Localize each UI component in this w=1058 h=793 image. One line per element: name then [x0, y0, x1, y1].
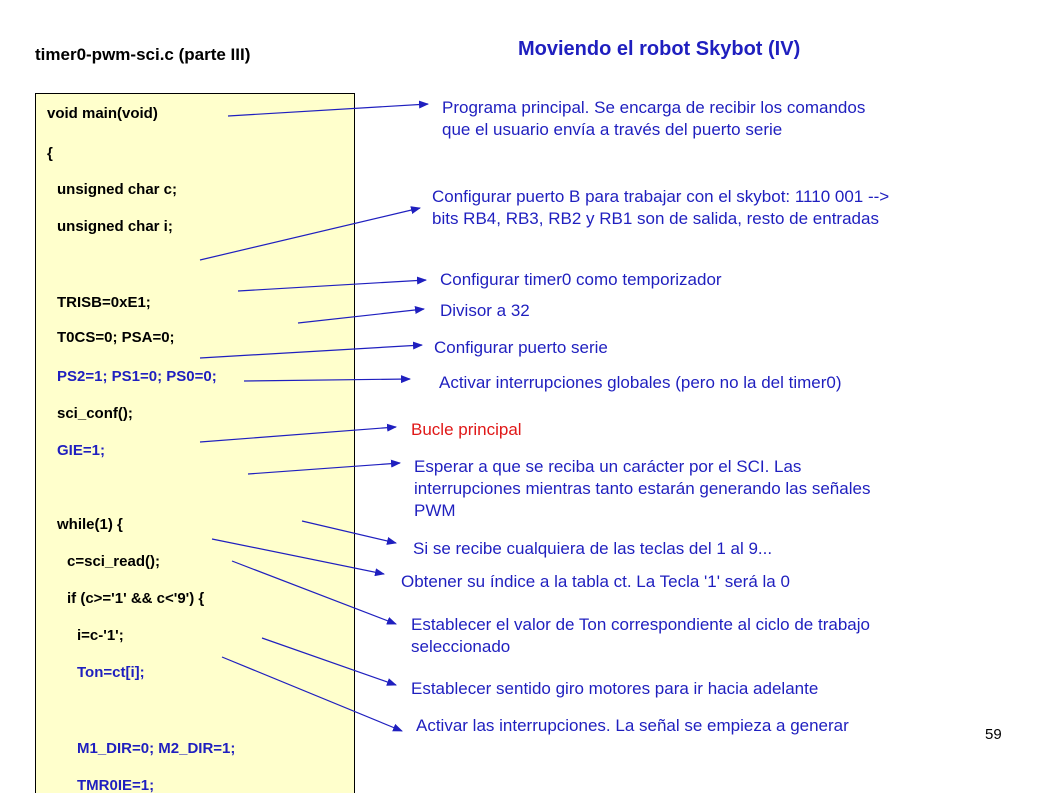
code-line: TMR0IE=1; — [77, 777, 155, 793]
page-number: 59 — [985, 726, 1002, 743]
arrow — [302, 521, 396, 543]
annotation-line: Activar las interrupciones. La señal se empieza a generar — [416, 716, 849, 735]
annotation-main-loop — [411, 419, 522, 441]
annotation-ton — [411, 614, 870, 658]
arrow — [244, 379, 410, 381]
code-line: unsigned char i; — [57, 218, 173, 235]
code-line: { — [47, 145, 53, 162]
code-line: sci_conf(); — [57, 405, 133, 422]
annotation-line: Establecer el valor de Ton correspondiente al ciclo de trabajo — [411, 615, 870, 634]
annotation-direction — [411, 678, 818, 700]
arrow — [248, 463, 400, 474]
annotation-keys — [413, 538, 772, 560]
code-line: T0CS=0; PSA=0; — [57, 329, 175, 346]
code-line: while(1) { — [57, 516, 123, 533]
code-line: M1_DIR=0; M2_DIR=1; — [77, 740, 236, 757]
code-line: PS2=1; PS1=0; PS0=0; — [57, 368, 217, 385]
annotation-line: Programa principal. Se encarga de recibir los comandos — [442, 98, 866, 117]
code-line: i=c-'1'; — [77, 627, 124, 644]
arrow — [200, 208, 420, 260]
annotation-line: que el usuario envía a través del puerto serie — [442, 120, 783, 139]
annotation-wait-char — [414, 456, 870, 522]
arrow — [222, 657, 402, 731]
annotation-line: bits RB4, RB3, RB2 y RB1 son de salida, resto de entradas — [432, 209, 879, 228]
annotation-line: Activar interrupciones globales (pero no la del timer0) — [439, 373, 842, 392]
annotation-global-interrupts — [439, 372, 842, 394]
annotation-main-program — [442, 97, 865, 141]
code-line: if (c>='1' && c<'9') { — [67, 590, 205, 607]
arrow — [212, 539, 384, 574]
arrow — [228, 104, 428, 116]
annotation-line: seleccionado — [411, 637, 511, 656]
annotation-serial-config — [434, 337, 608, 359]
code-line: Ton=ct[i]; — [77, 664, 145, 681]
annotation-line: Divisor a 32 — [440, 301, 530, 320]
arrow — [232, 561, 396, 624]
annotation-enable-interrupts — [416, 715, 849, 737]
code-line: TRISB=0xE1; — [57, 294, 151, 311]
annotation-line: PWM — [414, 501, 456, 520]
annotation-index — [401, 571, 790, 593]
code-line: GIE=1; — [57, 442, 105, 459]
code-line: void main(void) — [47, 105, 158, 122]
annotation-line: Configurar puerto serie — [434, 338, 608, 357]
code-line: unsigned char c; — [57, 181, 178, 198]
arrow — [298, 309, 424, 323]
arrow — [238, 280, 426, 291]
annotation-line: Si se recibe cualquiera de las teclas del 1 al 9... — [413, 539, 773, 558]
arrow — [200, 427, 396, 442]
annotation-line: Esperar a que se reciba un carácter por el SCI. Las — [414, 457, 802, 476]
annotation-timer0 — [440, 269, 722, 291]
slide-title: Moviendo el robot Skybot (IV) — [518, 38, 801, 60]
annotation-divider — [440, 300, 530, 322]
annotation-line: Establecer sentido giro motores para ir hacia adelante — [411, 679, 819, 698]
code-line: c=sci_read(); — [67, 553, 160, 570]
annotation-line: Bucle principal — [411, 420, 522, 439]
annotation-line: Configurar puerto B para trabajar con el skybot: 1110 001 --> — [432, 187, 890, 206]
arrow — [262, 638, 396, 685]
annotation-line: Obtener su índice a la tabla ct. La Tecla '1' será la 0 — [401, 572, 790, 591]
arrow — [200, 345, 422, 358]
annotation-portb — [432, 186, 889, 230]
file-title: timer0-pwm-sci.c (parte III) — [35, 45, 251, 64]
annotation-line: interrupciones mientras tanto estarán generando las señales — [414, 479, 871, 498]
annotation-line: Configurar timer0 como temporizador — [440, 270, 722, 289]
